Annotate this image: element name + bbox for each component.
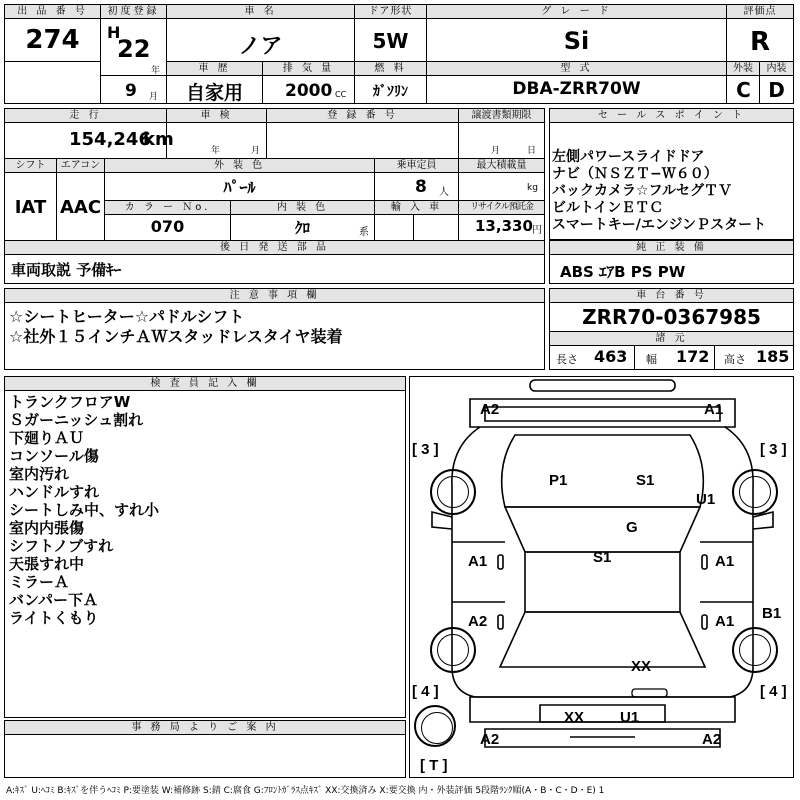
inspection-cell [167,109,267,159]
mileage-cell [5,109,174,159]
color-no-label: カ ラ ー Ｎo. [105,201,230,215]
tyre-rr-grade: [ 4 ] [760,683,787,700]
tyre-rl-grade: [ 4 ] [412,683,439,700]
list-item: ビルトインＥＴＣ [552,200,664,216]
reg-year-unit: 年 [151,66,161,76]
length-label: 長さ [556,353,578,366]
chassis-number: ZRR70-0367985 [582,305,761,329]
equipment-title: 純 正 装 備 [550,241,793,255]
mark-right-front-door: A1 [715,553,735,570]
mark-rear-panel-right: U1 [620,709,640,726]
later-parts-cell [5,241,544,283]
color-no: 070 [150,217,185,236]
era: H [107,23,121,42]
mark-roof: S1 [593,549,612,566]
list-item: ライトくもり [9,609,99,627]
mileage: 154,246 [69,129,151,150]
mark-hood-left: P1 [549,472,568,489]
registration-cell [267,109,459,159]
height: 185 [756,347,790,366]
height-label: 高さ [724,353,746,366]
reg-month-unit: 月 [149,92,159,102]
inspection-year-unit: 年 [211,146,221,156]
mark-rear-bumper-left: A2 [480,731,500,748]
list-item: ハンドルすれ [9,483,100,501]
grade-label: グ レ ー ド [427,5,726,19]
fuel: ｶﾞｿﾘﾝ [373,84,408,100]
mark-rear-bumper-right: A2 [702,731,722,748]
fuel-cell [355,62,427,103]
mileage-unit: km [143,129,174,150]
ext-int-grade [727,62,793,103]
notes-box [4,288,545,370]
interior-color-cell [231,201,375,241]
history-label: 車 歴 [167,62,262,76]
color-cell [105,159,375,201]
interior-color-label: 内 装 色 [231,201,374,215]
sales-points-list [552,149,766,234]
notes-list [9,307,343,347]
header-table [4,4,794,104]
list-item: バンパー下Ａ [9,591,98,609]
chassis-title: 車 台 番 号 [550,289,793,303]
lot-cell [5,5,101,103]
legend: A:ｷｽﾞ U:ﾍｺﾐ B:ｷｽﾞを伴うﾍｺﾐ P:要塗装 W:補修跡 S:錆 C:腐食 G:ﾌﾛﾝﾄｶﾞﾗｽ点ｷｽﾞ XX:交換済み X:要交換 内・外装評価 5段階ﾗﾝｸ順(A・B・C・D・E) 1 [6,786,605,796]
list-item: 天張すれ中 [9,555,85,573]
interior-color: ｸﾛ [294,219,310,237]
capacity-cell [375,159,459,201]
mark-front-bumper-right: A1 [704,401,724,418]
vehicle-details-table [4,108,545,284]
list-item: シフトノブすれ [9,537,114,555]
displacement-label: 排 気 量 [263,62,354,76]
list-item: シートしみ中、すれ小 [9,501,160,519]
fuel-label: 燃 料 [355,62,426,76]
shift-label: シフト [5,159,56,173]
model-name: ノア [238,34,283,59]
list-item: ミラーＡ [9,573,70,591]
model-name-label: 車 名 [167,5,354,19]
tyre-spare [414,705,456,747]
notes-title: 注 意 事 項 欄 [5,289,544,303]
door-label: ドア形状 [355,5,426,19]
capacity-unit: 人 [439,187,449,198]
lot-number: 274 [25,25,80,55]
registration-label: 登 録 番 号 [267,109,458,123]
list-item: 下廻りＡＵ [9,429,85,447]
equipment: ABS ｴｱB PS PW [560,263,686,281]
mark-left-front-door: A1 [468,553,488,570]
lot-label: 出 品 番 号 [5,5,100,19]
interior-color-unit: 系 [359,227,369,238]
ac-cell [57,159,105,241]
interior-grade: D [768,78,785,102]
reg-year: 22 [117,35,151,63]
tyre-fl-grade: [ 3 ] [412,441,439,458]
tyre-fr-grade: [ 3 ] [760,441,787,458]
score-label: 評価点 [727,5,793,19]
mark-right-rear-door: A1 [715,613,735,630]
mark-windshield: G [626,519,638,536]
payload-cell [459,159,544,201]
sales-points-title: セ ー ル ス ポ イ ン ト [550,109,793,123]
displacement: 2000 [285,81,333,101]
grade: Si [563,27,590,55]
mark-front-bumper-left: A2 [480,401,500,418]
recycle-label: リサイクル預託金 [459,201,544,215]
list-item: スマートキー/エンジンＰスタート [552,217,767,233]
inspector-title: 検 査 員 記 入 欄 [5,377,405,391]
recycle: 13,330 [475,217,533,235]
recycle-cell [459,201,544,241]
equipment-box [549,240,794,284]
dimensions-title: 諸 元 [550,331,793,346]
inspection-label: 車 検 [167,109,266,123]
ac: AAC [59,197,102,218]
payload-label: 最大積載量 [459,159,544,173]
first-registration-cell [101,5,167,103]
car-outline-diagram [410,377,793,777]
sales-points-box [549,108,794,240]
import-label: 輸 入 車 [375,201,458,215]
transfer-month-unit: 月 [491,146,501,156]
capacity-label: 乗車定員 [375,159,458,173]
score-cell [727,5,793,62]
office-title: 事 務 局 よ り ご 案 内 [5,721,405,735]
exterior-label: 外装 [727,62,760,76]
list-item: ナビ（ＮＳＺＴ−Ｗ６０） [552,166,718,182]
transfer-label: 譲渡書類期限 [459,109,544,123]
list-item: Ｓガーニッシュ割れ [9,411,144,429]
mark-right-quarter: B1 [762,605,782,622]
tyre-rear-right [732,627,778,673]
door-cell [355,5,427,62]
model-type: DBA-ZRR70W [512,79,641,99]
chassis-box [549,288,794,370]
mark-hood-right: S1 [636,472,655,489]
type-cell [427,62,727,103]
car-diagram-box [409,376,794,778]
list-item: ☆社外１５インチＡＷスタッドレスタイヤ装着 [9,327,343,346]
color-no-cell [105,201,231,241]
mark-right-fender: U1 [696,491,716,508]
displacement-cell [263,62,355,103]
list-item: 室内内張傷 [9,519,85,537]
type-label: 型 式 [427,62,726,76]
color-label: 外 装 色 [105,159,374,173]
capacity: 8 [415,177,427,197]
mark-rear-panel-left: XX [564,709,585,726]
office-box [4,720,406,778]
reg-month: 9 [125,81,137,101]
list-item: 左側パワースライドドア [552,149,705,165]
mark-left-rear-door: A2 [468,613,488,630]
tyre-front-left [430,469,476,515]
list-item: 室内汚れ [9,465,70,483]
list-item: トランクフロアW [9,393,131,411]
first-registration-label: 初度登録 [101,5,166,19]
later-parts-label: 後 日 発 送 部 品 [5,241,544,255]
exterior-color: ﾊﾟｰﾙ [223,178,256,197]
inspection-month-unit: 月 [251,146,261,156]
ac-label: エアコン [57,159,104,173]
later-parts: 車両取説 予備ｷｰ [11,261,122,279]
length: 463 [594,347,628,366]
history: 自家用 [185,82,243,104]
grade-cell [427,5,727,62]
interior-label: 内装 [760,62,793,76]
import-cell [375,201,459,241]
exterior-grade: C [736,78,751,102]
shift-cell [5,159,57,241]
width-label: 幅 [646,353,657,366]
history-cell [167,62,263,103]
shift: IAT [14,197,47,218]
list-item: ☆シートヒーター☆パドルシフト [9,307,245,326]
inspector-box [4,376,406,718]
list-item: コンソール傷 [9,447,99,465]
mark-rear-glass: XX [631,658,652,675]
width: 172 [676,347,710,366]
mileage-label: 走 行 [5,109,166,123]
tyre-front-right [732,469,778,515]
score: R [749,27,771,57]
transfer-day-unit: 日 [527,146,537,156]
recycle-unit: 円 [532,225,542,236]
spare-grade: [ T ] [420,757,448,774]
payload-unit: kg [527,183,538,193]
transfer-cell [459,109,544,159]
model-name-cell [167,5,355,62]
tyre-rear-left [430,627,476,673]
displacement-unit: CC [335,90,347,99]
list-item: バックカメラ☆フルセグＴＶ [552,183,732,199]
inspector-list [9,393,159,627]
door-type: 5W [372,29,409,53]
